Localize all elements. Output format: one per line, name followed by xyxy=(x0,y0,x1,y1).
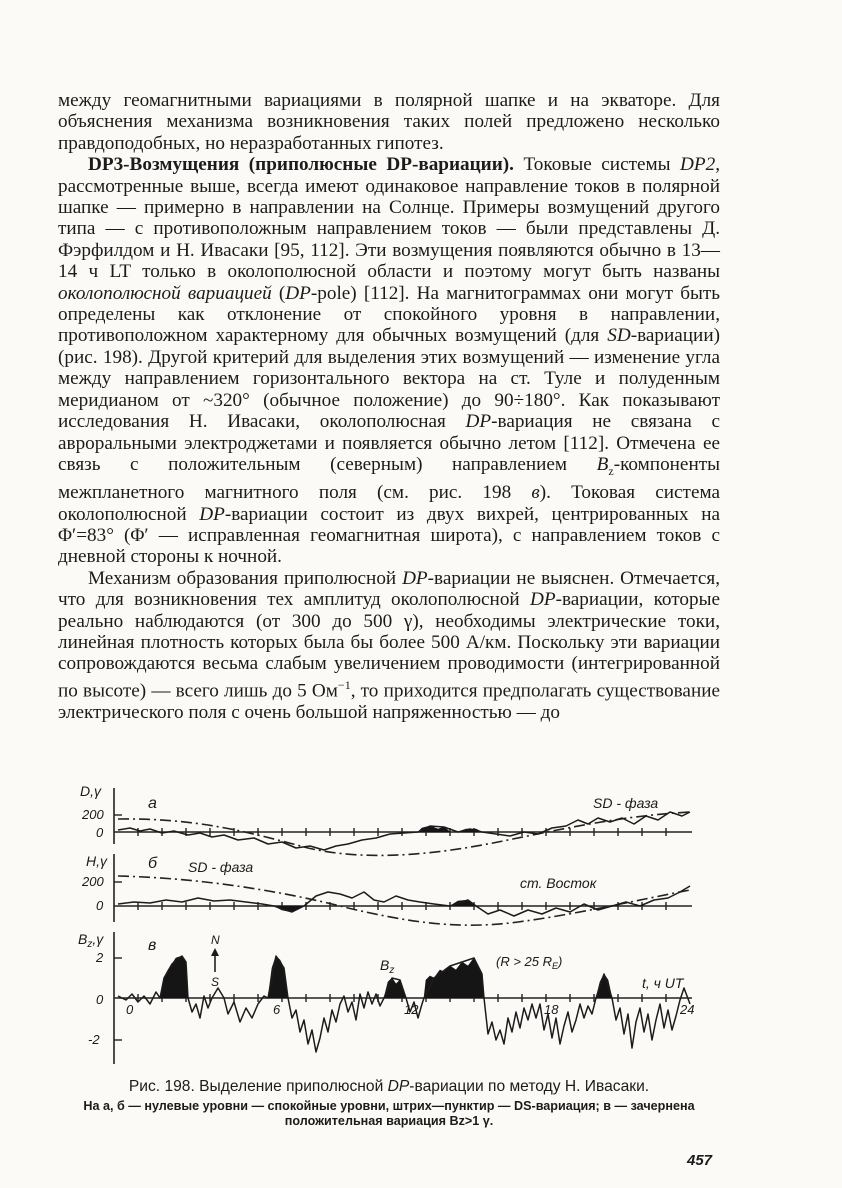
time-axis-label: t, ч UT xyxy=(642,975,684,991)
figure-caption xyxy=(58,1077,720,1129)
magnetogram-plot xyxy=(78,782,708,1072)
body-text xyxy=(58,90,720,723)
caption-title: Рис. 198. Выделение приполюсной DP-вариации по методу Н. Ивасаки. xyxy=(128,1078,650,1095)
north-label: N xyxy=(211,933,220,947)
condition-label: (R > 25 $R_E$) xyxy=(496,954,563,971)
panel-b-station-label: ст. Восток xyxy=(520,875,597,891)
panel-b-sd-phase-curve xyxy=(118,876,690,925)
x-tick-24: 24 xyxy=(680,1002,695,1017)
panel-a-sd-label: SD - фаза xyxy=(593,795,659,811)
x-tick-12: 12 xyxy=(404,1002,419,1017)
panel-b xyxy=(81,853,692,925)
panel-c-letter: в xyxy=(148,937,157,954)
page-number: 457 xyxy=(687,1152,713,1169)
panel-b-sd-label: SD - фаза xyxy=(188,859,254,875)
panel-b-h-variation-curve xyxy=(118,886,690,916)
panel-a-d-variation-curve xyxy=(118,812,690,850)
panel-b-ylabel: H,γ xyxy=(86,853,107,869)
panel-a-ylabel: D,γ xyxy=(80,783,101,799)
bz-positive-fill xyxy=(596,974,612,998)
panel-c-ylabel: $B_z,\gamma$ xyxy=(78,931,104,950)
panel-c-tick-2: 2 xyxy=(96,950,104,965)
term-italic: околополюсной вариацией xyxy=(58,282,272,304)
paragraph-1: между геомагнитными вариациями в полярной шапке и на экваторе. Для объяснения механизма возникновения таких полей предложено несколько правдоподобных, но неразработанных гипотез. xyxy=(58,90,720,154)
x-tick-0: 0 xyxy=(126,1002,134,1017)
panel-c xyxy=(78,931,694,1064)
paragraph-2: DP3-Возмущения (приполюсные DP-вариации). Токовые системы DP2, рассмотренные выше, всегда имеют одинаковое направление токов в полярной шапке — примерно в направлении на Солнце. Примеры возмущений другого типа — с противоположным направлением токов — были представлены Д. Фэрфилдом и Н. Ивасаки [95, 112]. Эти возмущения появляются обычно в 13—14 ч LT только в околополюсной области и поэтому могут быть названы околополюсной вариацией (DP-pole) [112]. На магнитограммах они могут быть определены как отклонение от спокойного уровня в направлении, противоположном характерному для обычных возмущений (для SD-вариации) (рис. 198). Другой критерий для выделения этих возмущений — изменение угла между направлением горизонтального вектора на ст. Туле и полуденным меридианом от ~320° (обычное положение) до 90÷180°. Как показывают исследования Н. Ивасаки, околополюсная DP-вариация не связана с авроральными электроджетами и появляется обычно летом [112]. Отмечена ее связь с положительным (северным) направлением $B_z$-компоненты межпланетного магнитного поля (см. рис. 198 в). Токовая система околополюсной DP-вариации состоит из двух вихрей, центрированных на Φ′=83° (Φ′ — исправленная геомагнитная широта), с направлением токов с дневной стороны к ночной. xyxy=(58,154,721,568)
x-tick-18: 18 xyxy=(544,1002,559,1017)
panel-a-tick-200: 200 xyxy=(82,807,104,822)
caption-legend: На а, б — нулевые уровни — спокойные уровни, штрих—пунктир — DS-вариация; в — зачерненa положительная вариация Bz>1 γ. xyxy=(83,1099,695,1128)
south-label: S xyxy=(211,975,220,989)
section-heading: DP3-Возмущения (приполюсные DP-вариации). xyxy=(88,154,514,176)
panel-b-tick-0: 0 xyxy=(96,898,104,913)
panel-c-tick-0: 0 xyxy=(96,992,104,1007)
panel-b-letter: б xyxy=(148,855,157,872)
panel-a-letter: а xyxy=(148,795,157,812)
panel-b-tick-200: 200 xyxy=(82,874,104,889)
x-tick-6: 6 xyxy=(273,1002,281,1017)
figure-198 xyxy=(78,782,708,1072)
panel-a-tick-0: 0 xyxy=(96,825,104,840)
bz-label: $B_z$ xyxy=(380,957,395,976)
panel-c-tick-minus2: -2 xyxy=(88,1032,100,1047)
panel-a xyxy=(80,783,692,855)
paragraph-3: Механизм образования приполюсной DP-вариации не выяснен. Отмечается, что для возникновения тех амплитуд околополюсной DP-вариации, которые реально наблюдаются (от 300 до 500 γ), необходимы электрические токи, линейная плотность которых была бы более 500 А/км. Поскольку эти вариации сопровождаются весьма слабым увеличением проводимости (интегрированной по высоте) — всего лишь до 5 $Ом^{-1}$, то приходится предполагать существование электрического поля с очень большой напряженностью — до xyxy=(58,567,721,723)
